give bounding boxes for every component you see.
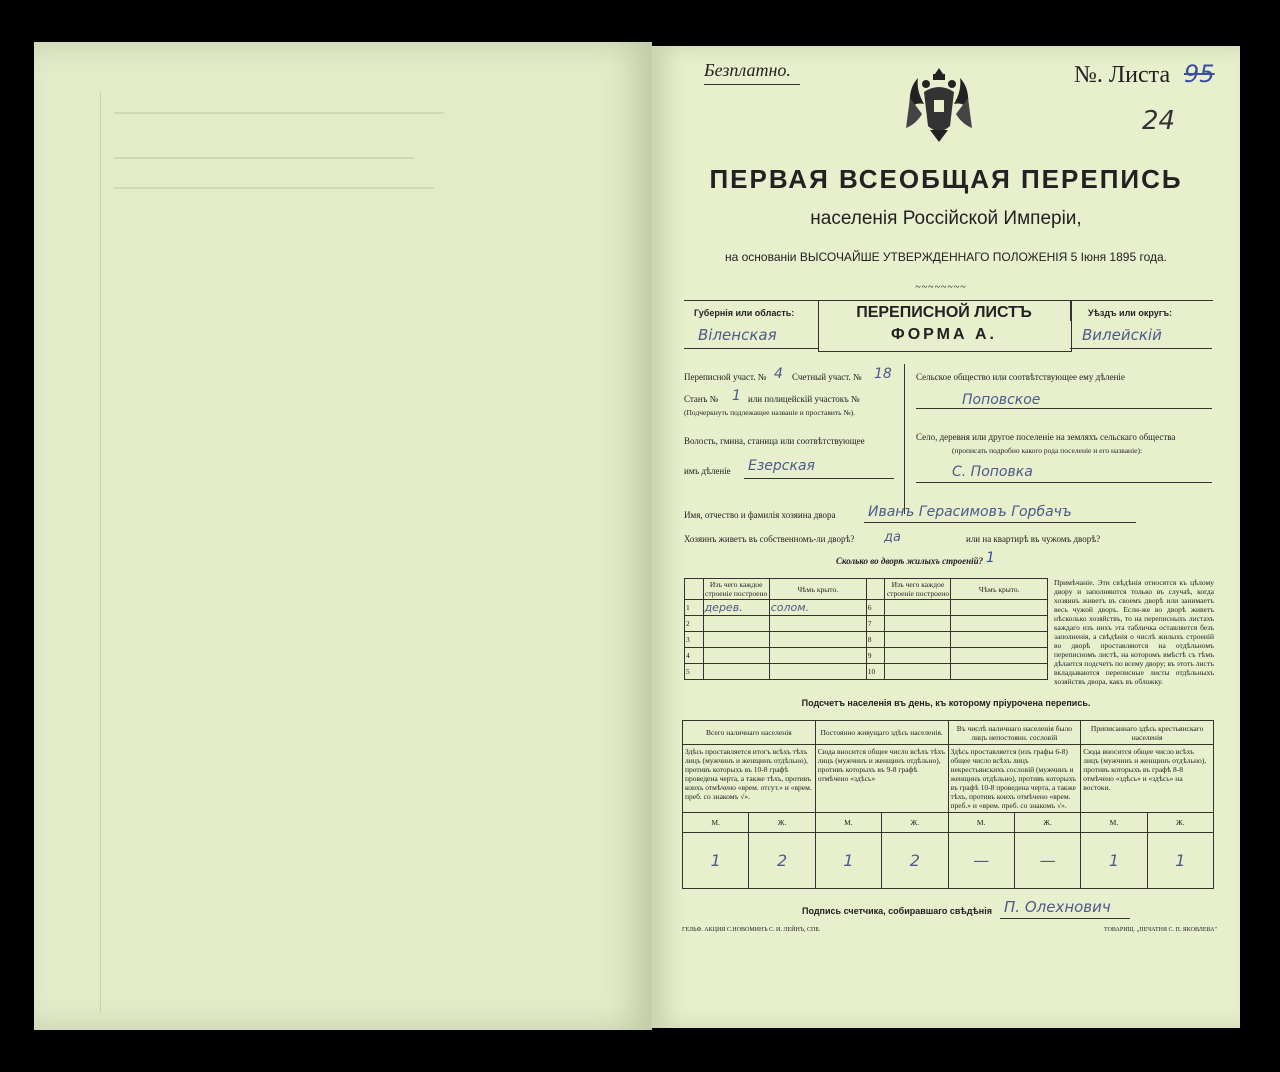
count-title: Подсчетъ населенія въ день, къ которому пріурочена перепись.: [801, 698, 1091, 708]
row-number: 1: [685, 600, 704, 616]
buildings-table: [684, 578, 1048, 680]
society-label: Сельское общество или соотвѣтствующее ему дѣленіе: [916, 372, 1125, 382]
count-value: 1: [815, 833, 881, 889]
field-divider: [904, 364, 905, 514]
row-number: 3: [685, 632, 704, 648]
underline: [704, 84, 800, 85]
field-note: (Подчеркнуть подлежащее названіе и проставить №).: [684, 408, 855, 417]
volost-label-2: имъ дѣленіе: [684, 466, 731, 476]
female-label: Ж.: [1014, 813, 1080, 833]
gubernia-line: [684, 348, 818, 349]
count-col-desc: Здѣсь проставляется (изъ графы 6-8) общее число всѣхъ лицъ некрестьянскихъ сословій (мужчинъ и женщинъ отдѣльно), противъ которыхъ въ графѣ 10-8 проведена черта, а также тѣхъ, противъ коихъ отмѣчено «врем. преб.» и «врем. преб. со знакомъ √».: [948, 745, 1081, 813]
owner-name-label: Имя, отчество и фамилія хозяина двора: [684, 510, 836, 520]
row-number: 2: [685, 616, 704, 632]
free-label: Безплатно.: [704, 60, 791, 80]
count-value: 1: [1081, 833, 1147, 889]
row-roof: солом.: [769, 600, 866, 616]
table-row: [685, 632, 1048, 648]
row-number: 6: [866, 600, 885, 616]
count-district-value: 18: [874, 366, 892, 382]
count-col-desc: Сюда вносится общее число всѣхъ тѣхъ лицъ (мужчинъ и женщинъ отдѣльно), противъ которыхъ въ 9-8 графѣ отмѣчено «здѣсь»: [815, 745, 948, 813]
owner-lives-label: Хозяинъ живетъ въ собственномъ-ли дворѣ?: [684, 534, 855, 544]
male-label: М.: [1081, 813, 1147, 833]
imperial-eagle-emblem: [904, 64, 974, 153]
form-subtitle: населенія Россійской Имперіи,: [810, 208, 1082, 229]
sheet-number-handwritten: 95: [1184, 60, 1215, 88]
col-material: Изъ чего каждое строеніе построено: [705, 580, 768, 598]
bleed-through-line: [114, 112, 444, 114]
row-number: 4: [685, 648, 704, 664]
village-label: Село, деревня или другое поселеніе на земляхъ сельскаго общества: [916, 432, 1176, 442]
form-type-line1: ПЕРЕПИСНОЙ ЛИСТЪ: [856, 304, 1032, 321]
buildings-question: Сколько во дворѣ жилыхъ строеній?: [836, 556, 984, 566]
society-line: [916, 408, 1212, 409]
count-col-head: Всего наличнаго населенія: [683, 721, 816, 745]
count-col-desc: Здѣсь проставляется итогъ всѣхъ тѣхъ лицъ (мужчинъ и женщинъ отдѣльно), противъ которыхъ въ 10-8 графѣ проведена черта, а также тѣхъ, противъ коихъ отмѣчено «врем. отсут.» и «врем. преб. со знакомъ √».: [683, 745, 816, 813]
signature-line: [1000, 918, 1130, 919]
col-roof: Чѣмъ крыто.: [769, 579, 866, 600]
form-header: [684, 300, 1212, 352]
volost-label: Волость, гмина, станица или соотвѣтствующее: [684, 436, 865, 446]
table-row: [685, 600, 1048, 616]
count-col-head: Въ числѣ наличнаго населенія было лицъ непостоянн. сословій: [948, 721, 1081, 745]
count-col-head: Постоянно живущаго здѣсь населенія.: [815, 721, 948, 745]
count-value: 2: [749, 833, 815, 889]
male-label: М.: [948, 813, 1014, 833]
printer-left: ГЕЛЬФ. АКЦИЯ С.НОВОМИНЪ С. И. ЛЕЙНЪ, СПБ.: [682, 927, 821, 933]
count-col-desc: Сюда вносится общее число всѣхъ лицъ (мужчинъ и женщинъ отдѣльно), противъ которыхъ въ графѣ 8-8 отмѣчено «здѣсь» и «здѣсь» на востоки.: [1081, 745, 1214, 813]
printer-right: ТОВАРИЩ. „ПЕЧАТНЯ С. П. ЯКОВЛЕВА": [1104, 927, 1217, 933]
buildings-value: 1: [986, 550, 995, 566]
count-district-label: Счетный участ. №: [792, 372, 862, 382]
buildings-note: Примѣчаніе. Эти свѣдѣнія относятся къ цѣлому двору и заполняются только въ случаѣ, когда хозяинъ живетъ въ своемъ дворѣ или занимаетъ весь чужой дворъ. Если-же во дворѣ живетъ нѣсколько хозяйствъ, то на переписныхъ листахъ каждаго изъ нихъ эта табличка оставляется безъ заполненія, а свѣдѣнія о числѣ жилыхъ строеній во дворѣ проставляются на отдѣльномъ переписномъ листѣ, на которомъ вмѣстѣ съ тѣмъ дѣлается подсчетъ по всему двору; въ этотъ листъ вкладываются переписные листы отдѣльныхъ хозяйствъ двора, какъ въ обложку.: [1054, 578, 1214, 686]
count-value: —: [948, 833, 1014, 889]
table-row: [685, 648, 1048, 664]
volost-line: [744, 478, 894, 479]
female-label: Ж.: [749, 813, 815, 833]
female-label: Ж.: [1147, 813, 1213, 833]
gubernia-label: Губернія или область:: [694, 308, 795, 318]
row-number: 10: [866, 664, 885, 680]
count-col-head: Приписаннаго здѣсь крестьянскаго населенія: [1081, 721, 1214, 745]
ornament-divider: ~~~~~~~~: [915, 282, 967, 293]
stan-label: Станъ №: [684, 394, 719, 404]
col-roof-2: Чѣмъ крыто.: [951, 579, 1048, 600]
police-label: или полицейскій участокъ №: [748, 394, 860, 404]
row-number: 9: [866, 648, 885, 664]
signature-label: Подпись счетчика, собиравшаго свѣдѣнія: [802, 906, 992, 916]
bleed-through-line: [114, 157, 414, 159]
form-title: ПЕРВАЯ ВСЕОБЩАЯ ПЕРЕПИСЬ: [709, 164, 1183, 194]
row-material: дерев.: [703, 600, 769, 616]
left-page: [34, 42, 652, 1030]
owner-or-label: или на квартирѣ въ чужомъ дворѣ?: [966, 534, 1101, 544]
uezd-label: Уѣздъ или округъ:: [1088, 308, 1173, 318]
census-district-value: 4: [774, 366, 783, 382]
village-note: (прописать подробно какого рода поселеніе и его названіе):: [952, 446, 1143, 455]
table-row: [685, 616, 1048, 632]
owner-lives-value: да: [884, 530, 901, 545]
uezd-line: [1070, 348, 1212, 349]
volost-value: Езерская: [748, 458, 815, 474]
table-row: [685, 664, 1048, 680]
gubernia-value: Віленская: [698, 326, 777, 344]
owner-name-value: Иванъ Герасимовъ Горбачъ: [868, 504, 1072, 520]
owner-line: [864, 522, 1136, 523]
stan-value: 1: [732, 388, 741, 404]
signature-value: П. Олехнович: [1004, 898, 1111, 916]
count-value: 2: [882, 833, 948, 889]
row-number: 5: [685, 664, 704, 680]
uezd-value: Вилейскій: [1082, 326, 1162, 344]
census-district-label: Переписной участ. №: [684, 372, 767, 382]
sheet-number-label: №. Листа: [1074, 62, 1171, 88]
count-value: 1: [683, 833, 749, 889]
col-material-2: Изъ чего каждое строеніе построено: [886, 580, 950, 598]
sheet-number-corrected: 24: [1142, 106, 1176, 136]
male-label: М.: [683, 813, 749, 833]
village-line: [916, 482, 1212, 483]
female-label: Ж.: [882, 813, 948, 833]
left-page-ruling: [100, 92, 641, 1012]
count-value: —: [1014, 833, 1080, 889]
row-number: 7: [866, 616, 885, 632]
male-label: М.: [815, 813, 881, 833]
row-number: 8: [866, 632, 885, 648]
population-count-table: [682, 720, 1214, 889]
society-value: Поповское: [962, 392, 1041, 408]
form-type-line2: ФОРМА А.: [891, 326, 997, 343]
bleed-through-line: [114, 187, 434, 189]
village-value: С. Поповка: [952, 464, 1033, 480]
census-form-page: [652, 46, 1240, 1028]
form-basis: на основаніи ВЫСОЧАЙШЕ УТВЕРЖДЕННАГО ПОЛОЖЕНІЯ 5 Іюня 1895 года.: [724, 250, 1167, 264]
count-value: 1: [1147, 833, 1213, 889]
